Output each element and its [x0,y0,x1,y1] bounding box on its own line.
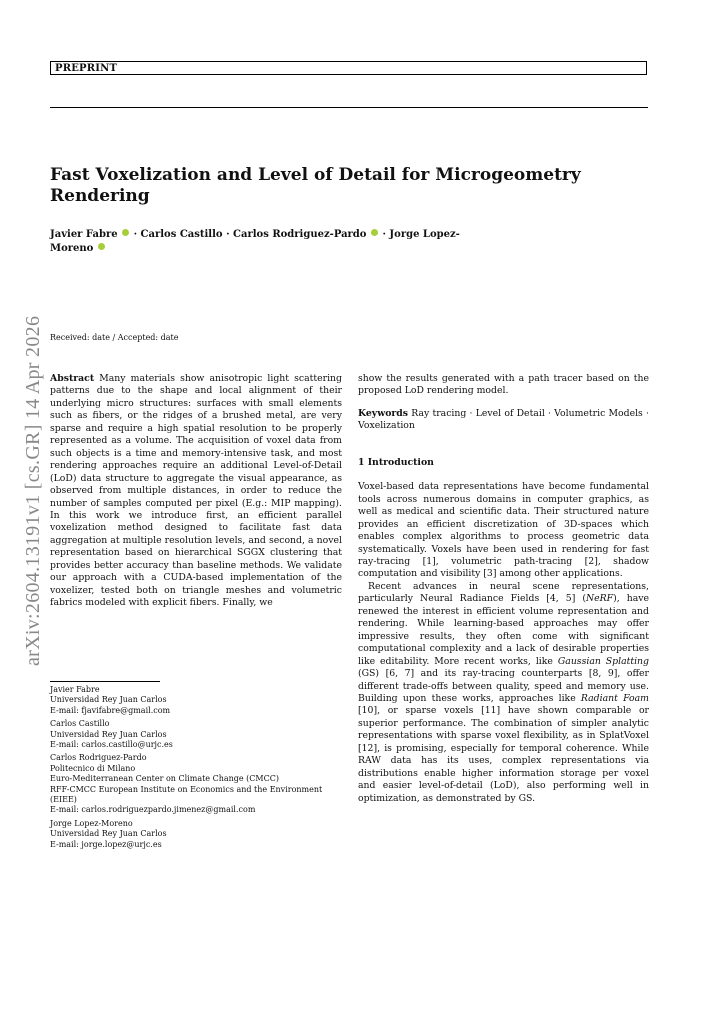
orcid-icon[interactable] [371,229,378,236]
affiliation-line[interactable]: E-mail: carlos.rodriguezpardo.jimenez@gmail.com [50,805,256,815]
affiliation-name: Carlos Rodriguez-Pardo [50,753,147,763]
affiliation-line: Universidad Rey Juan Carlos [50,729,167,739]
affiliation-name: Javier Fabre [50,685,100,694]
header-rule [50,107,648,108]
author-2: Carlos Castillo [140,229,223,240]
affiliation-line: Politecnico di Milano [50,763,136,773]
author-1: Javier Fabre [50,229,118,240]
preprint-header [50,61,647,75]
intro-text: [10], or sparse voxels [11] have shown comparable or superior performance. The combination of simpler analytic representations with sparse voxel flexibility, as in SplatVoxel [12], is promising, especially for temporal coherence. While RAW data has its uses, complex representations via distributions enable higher information storage per voxel and easier level-of-detail (LoD), also performing well in optimization, as demonstrated by GS. [358,705,649,804]
received-date: Received: date / Accepted: date [50,333,179,342]
author-3: Carlos Rodriguez-Pardo [233,229,367,240]
author-list [50,228,490,256]
paper-title: Fast Voxelization and Level of Detail for Microgeometry Rendering [50,165,581,206]
affiliation-line: Euro-Mediterranean Center on Climate Change (CMCC) [50,774,279,784]
abstract-text: Many materials show anisotropic light scattering patterns due to the shape and local alignment of their underlying micro structures: surfaces with small elements such as fibers, or the ridges of a brushed metal, are very sparse and require a high spatial resolution to be properly represented as a volume. The acquisition of voxel data from such objects is a time and memory-intensive task, and most rendering approaches require an additional Level-of-Detail (LoD) data structure to aggregate the visual appearance, as observed from multiple distances, in order to reduce the number of samples computed per pixel (E.g.: MIP mapping). In this work we introduce first, an efficient parallel voxelization method designed to facilitate fast data aggregation at multiple resolution levels, and second, a novel representation based on hierarchical SGGX clustering that provides better accuracy than baseline methods. We validate our approach with a CUDA-based implementation of the voxelizer, tested both on triangle meshes and volumetric fabrics modeled with explicit fibers. Finally, we [50,373,342,609]
affiliation-block [50,753,350,815]
arxiv-sidebar [22,296,42,666]
affiliations [50,685,350,853]
left-column [50,373,342,610]
intro-paragraph-1: Voxel-based data representations have become fundamental tools across numerous domains in computer graphics, as well as medical and scientific data. Their structured nature provides an efficient discretization of 3D-spaces which enables complex algorithms to process geometric data systematically. Voxels have been used in rendering for fast ray-tracing [1], volumetric path-tracing [2], shadow computation and visibility [3] among other applications. [358,481,649,580]
intro-text: (GS) [6, 7] and its ray-tracing counterparts [8, 9], offer different trade-offs between quality, speed and memory use. Building upon these works, approaches like [358,668,649,704]
affiliation-line[interactable]: E-mail: jorge.lopez@urjc.es [50,839,162,849]
affiliation-line[interactable]: E-mail: fjavifabre@gmail.com [50,705,171,715]
orcid-icon[interactable] [122,229,129,236]
affiliation-line[interactable]: E-mail: carlos.castillo@urjc.es [50,740,173,750]
author-separator: · [382,229,386,240]
intro-emph: Gaussian Splatting [557,655,649,667]
keywords-label: Keywords [358,407,409,419]
preprint-label: PREPRINT [55,63,118,74]
author-separator: · [133,229,138,240]
affiliation-line: Universidad Rey Juan Carlos [50,695,167,705]
intro-emph: NeRF [586,593,614,605]
affiliation-line: Universidad Rey Juan Carlos [50,829,167,839]
intro-text: ), have renewed the interest in efficient volume representation and rendering. While learning-based approaches may offer impressive results, they often come with significant computational complexity and a lack of desirable properties like editability. More recent works, like [358,593,649,667]
affiliation-name: Jorge Lopez-Moreno [50,818,133,828]
footnote-rule [50,681,160,682]
arxiv-identifier[interactable]: arXiv:2604.13191v1 [cs.GR] 14 Apr 2026 [22,315,44,666]
affiliation-name: Carlos Castillo [50,719,110,729]
intro-paragraph-2 [358,581,649,805]
affiliation-block [50,819,350,850]
abstract-label: Abstract [50,373,95,384]
affiliation-block [50,719,350,750]
keywords-text: Ray tracing · Level of Detail · Volumetric Models · Voxelization [358,407,649,432]
keywords [358,408,649,433]
author-separator: · [226,229,230,240]
affiliation-line: RFF-CMCC European Institute on Economics and the Environment (EIEE) [50,784,323,805]
section-heading: 1 Introduction [358,456,434,468]
affiliation-block [50,685,350,716]
orcid-icon[interactable] [98,243,105,250]
abstract [50,373,342,610]
abstract-continued: show the results generated with a path tracer based on the proposed LoD rendering model. [358,373,649,397]
right-column [358,373,649,805]
intro-emph: Radiant Foam [580,692,649,704]
intro-text: Recent advances in neural scene representations, particularly Neural Radiance Fields [4, 5] ( [358,580,649,605]
author-4: Jorge Lopez-Moreno [50,229,460,254]
